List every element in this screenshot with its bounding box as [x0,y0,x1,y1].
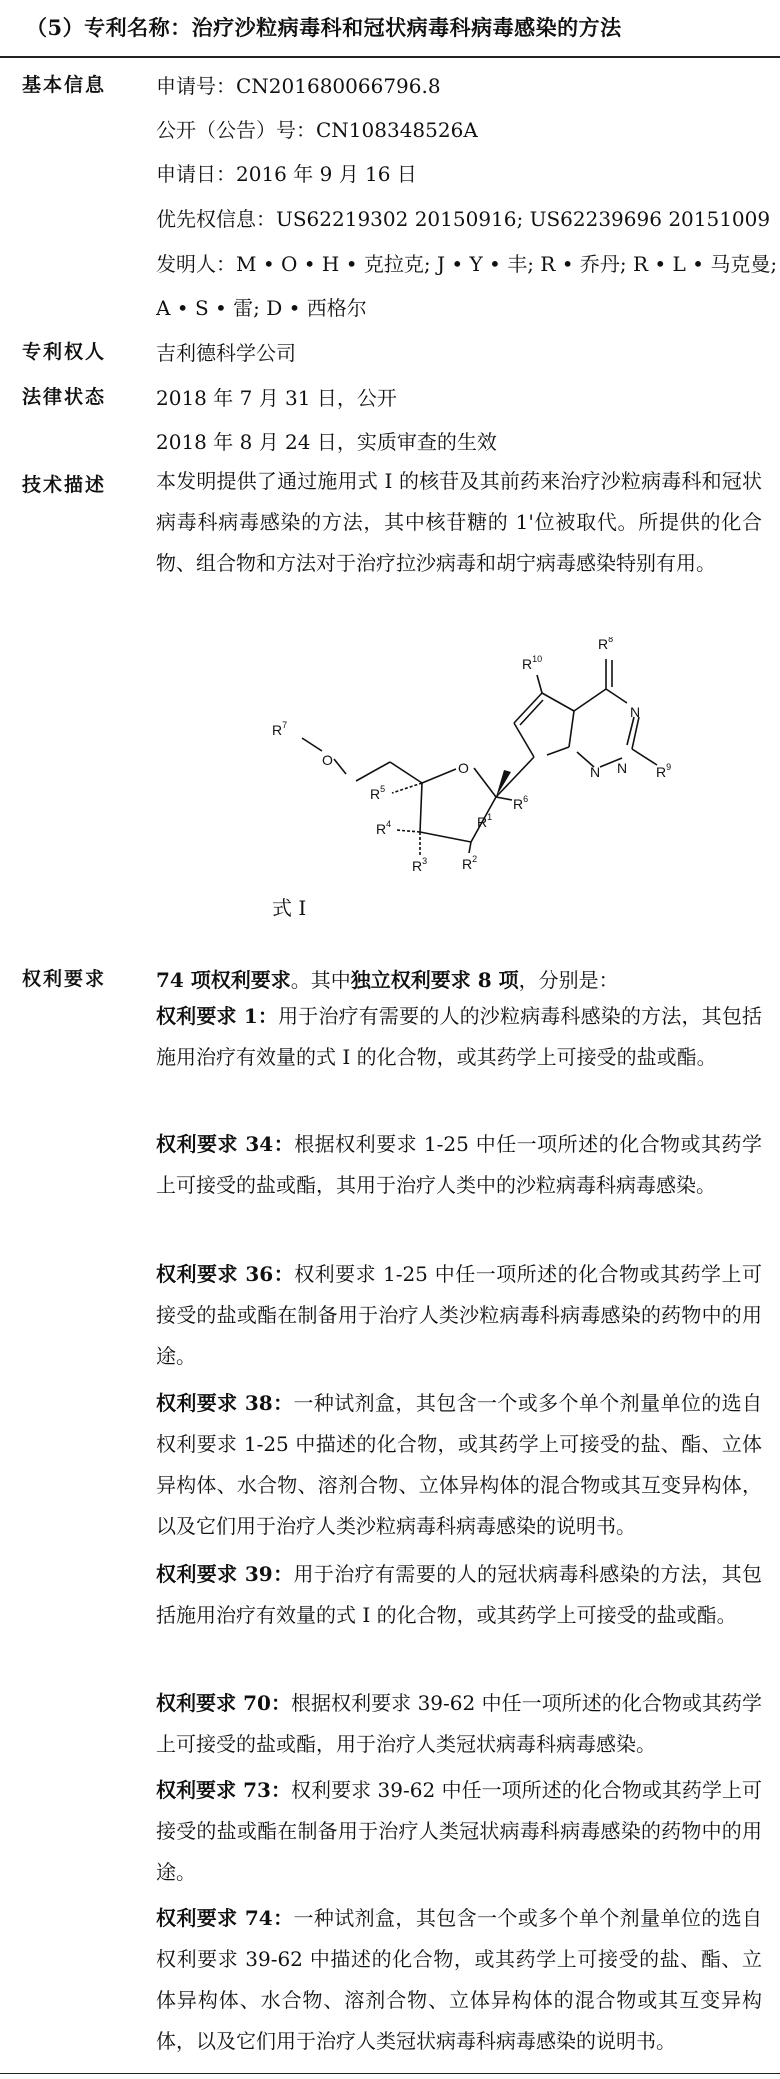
atom-r4: $R^4$ [376,819,392,837]
bond [606,689,627,703]
inventors-line-1: 发明人：M • O • H • 克拉克; J • Y • 丰; R • 乔丹; R • L • 马克曼; [156,252,778,276]
atom-r5: $R^5$ [370,784,386,802]
formula-caption: 式 I [272,896,307,920]
formula-i-structure [272,637,672,887]
legal-status-line-1: 2018 年 7 月 31 日，公开 [156,386,397,410]
legal-status-line-2: 2018 年 8 月 24 日，实质审查的生效 [156,430,497,454]
priority-info: 优先权信息：US62219302 20150916; US62239696 20151009 [156,207,771,231]
atom-r3: $R^3$ [412,856,428,874]
claim-74: 权利要求 74：一种试剂盒，其包含一个或多个单个剂量单位的选自权利要求 39-62 中描述的化合物，或其药学上可接受的盐、酯、立体异构体、水合物、溶剂合物、立体异构体的混合物或其互变异构体，以及它们用于治疗人类冠状病毒科病毒感染的说明书。 [156,1906,762,2053]
bond [356,762,390,781]
claim-34: 权利要求 34：根据权利要求 1-25 中任一项所述的化合物或其药学上可接受的盐或酯，其用于治疗人类中的沙粒病毒科病毒感染。 [156,1132,762,1197]
bond [627,717,634,745]
claim-36: 权利要求 36：权利要求 1-25 中任一项所述的化合物或其药学上可接受的盐或酯在制备用于治疗人类沙粒病毒科病毒感染的药物中的用途。 [156,1262,762,1368]
bond [514,723,534,757]
inventors-line-2: A • S • 雷; D • 西格尔 [156,296,367,320]
bond [514,693,542,723]
bottom-divider [0,2073,780,2074]
claim-38: 权利要求 38：一种试剂盒，其包含一个或多个单个剂量单位的选自权利要求 1-25 中描述的化合物，或其药学上可接受的盐、酯、立体异构体、水合物、溶剂合物、立体异构体的混合物或其互变异构体，以及它们用于治疗人类沙粒病毒科病毒感染的说明书。 [156,1391,762,1538]
application-number: 申请号：CN201680066796.8 [156,74,441,98]
bond [469,842,471,853]
application-date: 申请日：2016 年 9 月 16 日 [156,162,417,186]
claims-label: 权利要求 [22,968,107,990]
bond [474,768,496,797]
atom-r7: $R^7$ [272,720,288,738]
atom-r8: $R^8$ [598,637,614,652]
bond [390,762,422,783]
atom-r6: $R^6$ [513,794,529,812]
atom-o: O [322,752,333,768]
bond [422,769,456,783]
bond [334,759,346,774]
atom-o: O [458,760,469,776]
bond [537,675,542,693]
bond [574,689,606,711]
basic-info-label: 基本信息 [22,74,107,96]
atom-n: N [617,760,628,776]
top-divider [0,56,780,58]
patentee-label: 专利权人 [22,341,107,363]
tech-desc-label: 技术描述 [22,474,107,496]
bond [632,749,657,765]
bond [392,783,422,793]
atom-r2: $R^2$ [462,854,478,872]
claim-1: 权利要求 1：用于治疗有需要的人的沙粒病毒科感染的方法，其包括施用治疗有效量的式 I 的化合物，或其药学上可接受的盐或酯。 [156,1004,762,1069]
legal-status-label: 法律状态 [22,386,107,408]
bond [547,747,569,755]
atom-r10: $R^{10}$ [522,654,543,672]
patentee-value: 吉利德科学公司 [156,341,296,365]
bond [496,797,512,800]
bond [420,783,422,832]
publication-number: 公开（公告）号：CN108348526A [156,118,478,142]
bond [396,830,420,832]
atom-n: N [590,764,601,780]
bond [302,738,322,751]
tech-desc-text: 本发明提供了通过施用式 I 的核苷及其前药来治疗沙粒病毒科和冠状病毒科病毒感染的方法，其中核苷糖的 1'位被取代。所提供的化合物、组合物和方法对于治疗拉沙病毒和胡宁病毒感染特别有用。 [156,469,762,575]
bond [420,832,471,842]
atom-r9: $R^9$ [656,762,672,780]
bond [496,757,534,797]
claims-summary: 74 项权利要求。其中独立权利要求 8 项，分别是： [156,968,619,992]
atom-r1: $R^1$ [477,812,493,830]
claim-70: 权利要求 70：根据权利要求 39-62 中任一项所述的化合物或其药学上可接受的盐或酯，用于治疗人类冠状病毒科病毒感染。 [156,1691,763,1756]
bond [542,693,574,711]
patent-title: （5）专利名称：治疗沙粒病毒科和冠状病毒科病毒感染的方法 [26,15,622,40]
bond [569,711,574,747]
atom-n: N [630,704,641,720]
claim-73: 权利要求 73：权利要求 39-62 中任一项所述的化合物或其药学上可接受的盐或酯在制备用于治疗人类冠状病毒科病毒感染的药物中的用途。 [156,1778,763,1884]
claim-39: 权利要求 39：用于治疗有需要的人的冠状病毒科感染的方法，其包括施用治疗有效量的式 I 的化合物，或其药学上可接受的盐或酯。 [156,1562,762,1627]
